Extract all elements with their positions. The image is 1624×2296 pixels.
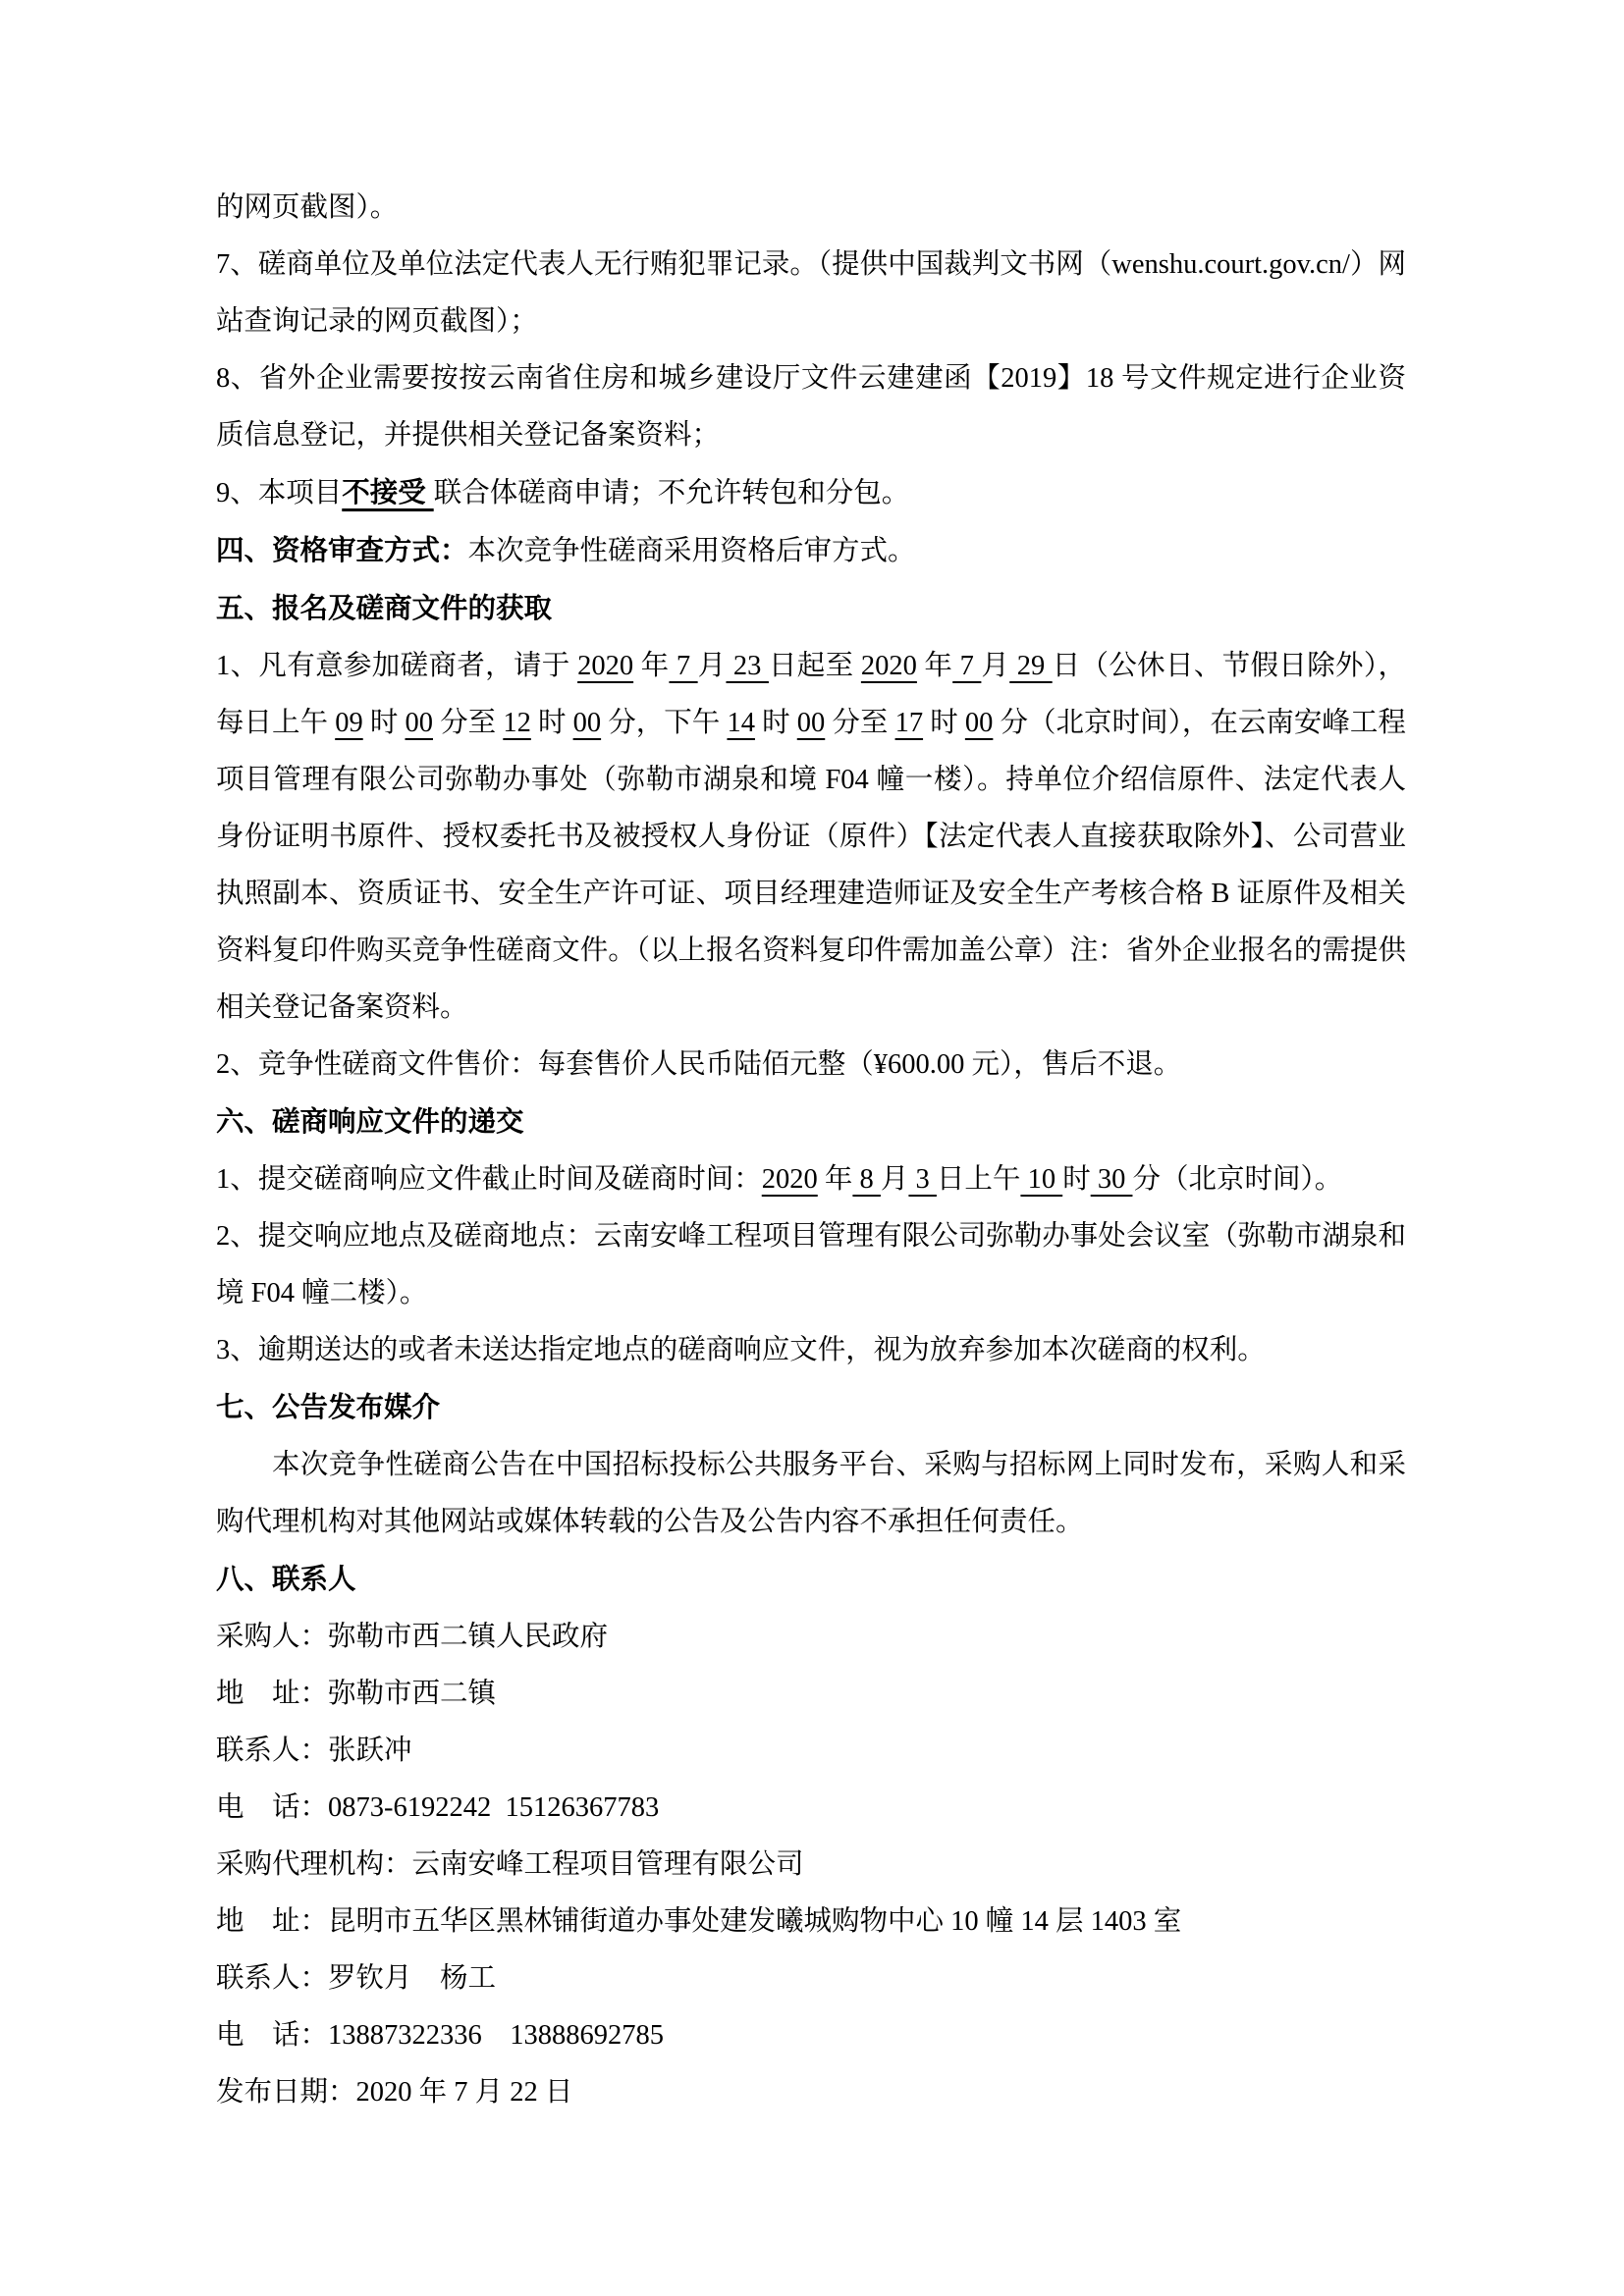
text-segment: 发布日期：2020 年 7 月 22 日 <box>216 2077 573 2108</box>
contact-agency-name <box>216 1837 1406 1894</box>
underlined-blank-value: 17 <box>894 708 924 738</box>
text-segment: 时 <box>1062 1164 1091 1195</box>
text-segment: 分至 <box>825 708 895 738</box>
text-segment: 1、提交磋商响应文件截止时间及磋商时间： <box>216 1164 762 1195</box>
document-body <box>216 180 1406 2121</box>
text-segment: 分至 <box>433 708 504 738</box>
contact-agency-phone <box>216 2007 1406 2064</box>
section-8-heading <box>216 1551 1406 1609</box>
section-6-heading <box>216 1094 1406 1151</box>
contact-purchaser-person <box>216 1723 1406 1780</box>
contact-purchaser-name <box>216 1609 1406 1666</box>
text-segment: 月 <box>697 651 727 681</box>
underlined-blank-value: 12 <box>503 708 531 738</box>
clause-8-out-of-province-registration <box>216 350 1406 464</box>
underlined-blank-value: 00 <box>572 708 602 738</box>
bold-heading-text: 五、报名及磋商文件的获取 <box>216 593 553 624</box>
text-segment: 2、提交响应地点及磋商地点：云南安峰工程项目管理有限公司弥勒办事处会议室（弥勒市湖泉和境 F04 幢二楼）。 <box>216 1221 1406 1308</box>
bold-heading-text: 七、公告发布媒介 <box>216 1392 441 1423</box>
text-segment: 分（北京时间）。 <box>1132 1164 1343 1195</box>
underlined-blank-value: 7 <box>669 651 698 681</box>
clause-7-no-bribery-record <box>216 237 1406 350</box>
text-segment: 时 <box>754 708 797 738</box>
text-segment: 日上午 <box>936 1164 1021 1195</box>
bold-heading-text: 八、联系人 <box>216 1564 356 1595</box>
text-segment: 电 话：13887322336 13888692785 <box>216 2020 665 2051</box>
text-segment: 电 话：0873-6192242 15126367783 <box>216 1792 660 1823</box>
underlined-blank-value: 30 <box>1090 1164 1133 1195</box>
text-segment: 采购人：弥勒市西二镇人民政府 <box>216 1622 609 1652</box>
underlined-blank-value: 00 <box>405 708 433 738</box>
text-segment: 联系人：罗钦月 杨工 <box>216 1963 497 1994</box>
underlined-blank-value: 10 <box>1020 1164 1063 1195</box>
bold-underlined-text: 不接受 <box>342 477 434 508</box>
text-segment: 联系人：张跃冲 <box>216 1735 412 1766</box>
underlined-blank-value: 14 <box>727 708 755 738</box>
underlined-blank-value: 2020 <box>577 651 634 681</box>
text-segment: 联合体磋商申请；不允许转包和分包。 <box>433 478 910 508</box>
section-7-body <box>216 1437 1406 1551</box>
contact-agency-person <box>216 1950 1406 2007</box>
text-segment: 地 址：昆明市五华区黑林铺街道办事处建发曦城购物中心 10 幢 14 层 1403 室 <box>216 1906 1182 1937</box>
text-segment: 8、省外企业需要按按云南省住房和城乡建设厅文件云建建函【2019】18 号文件规定进行企业资质信息登记，并提供相关登记备案资料； <box>216 363 1406 451</box>
underlined-blank-value: 29 <box>1009 651 1053 681</box>
text-segment: 采购代理机构：云南安峰工程项目管理有限公司 <box>216 1849 804 1880</box>
section-5-item-1-registration-period <box>216 638 1406 1037</box>
underlined-blank-value: 7 <box>952 651 982 681</box>
contact-purchaser-phone <box>216 1780 1406 1837</box>
section-5-heading <box>216 580 1406 638</box>
contact-agency-address <box>216 1894 1406 1950</box>
section-4-qualification-review <box>216 522 1406 580</box>
text-segment: 年 <box>633 651 670 681</box>
section-5-item-2-document-price <box>216 1037 1406 1094</box>
text-segment: 1、凡有意参加磋商者，请于 <box>216 651 578 681</box>
section-7-heading <box>216 1379 1406 1437</box>
text-segment: 的网页截图）。 <box>216 192 399 223</box>
text-segment: 分，下午 <box>601 708 728 738</box>
text-segment: 日（公休日、节假日除外），每日上午 <box>216 651 1406 738</box>
bold-heading-text: 六、磋商响应文件的递交 <box>216 1106 524 1138</box>
text-segment: 时 <box>530 708 573 738</box>
underlined-blank-value: 2020 <box>761 1164 818 1195</box>
text-segment: 时 <box>362 708 406 738</box>
text-segment: 分（北京时间），在云南安峰工程项目管理有限公司弥勒办事处（弥勒市湖泉和境 F04 幢一楼）。持单位介绍信原件、法定代表人身份证明书原件、授权委托书及被授权人身份证（原件）【法定代表人直接获取除外】、公司营业执照副本、资质证书、安全生产许可证、项目经理建造师证及安全生产考核合格 B 证原件及相关资料复印件购买竞争性磋商文件。（以上报名资料复印件需加盖公章）注：省外企业报名的需提供相关登记备案资料。 <box>216 708 1406 1023</box>
text-segment: 年 <box>916 651 953 681</box>
clause-9-no-consortium <box>216 464 1406 522</box>
underlined-blank-value: 00 <box>796 708 826 738</box>
text-segment: 本次竞争性磋商公告在中国招标投标公共服务平台、采购与招标网上同时发布，采购人和采购代理机构对其他网站或媒体转载的公告及公告内容不承担任何责任。 <box>216 1450 1406 1537</box>
underlined-blank-value: 2020 <box>860 651 917 681</box>
text-segment: 时 <box>923 708 965 738</box>
contact-purchaser-address <box>216 1666 1406 1723</box>
underlined-blank-value: 8 <box>852 1164 881 1195</box>
text-segment: 本次竞争性磋商采用资格后审方式。 <box>467 536 916 566</box>
underlined-blank-value: 09 <box>335 708 363 738</box>
paragraph-continuation <box>216 180 1406 237</box>
section-6-item-3-late-submission <box>216 1322 1406 1379</box>
text-segment: 月 <box>880 1164 909 1195</box>
text-segment: 7、磋商单位及单位法定代表人无行贿犯罪记录。（提供中国裁判文书网（wenshu.court.gov.cn/）网站查询记录的网页截图）； <box>216 249 1406 337</box>
text-segment: 3、逾期送达的或者未送达指定地点的磋商响应文件，视为放弃参加本次磋商的权利。 <box>216 1335 1266 1365</box>
text-segment: 2、竞争性磋商文件售价：每套售价人民币陆佰元整（¥600.00 元），售后不退。 <box>216 1049 1182 1080</box>
text-segment: 9、本项目 <box>216 478 343 508</box>
text-segment: 年 <box>817 1164 853 1195</box>
underlined-blank-value: 00 <box>964 708 994 738</box>
text-segment: 地 址：弥勒市西二镇 <box>216 1679 497 1709</box>
section-6-item-2-submission-place <box>216 1208 1406 1322</box>
publish-date <box>216 2064 1406 2121</box>
underlined-blank-value: 3 <box>908 1164 937 1195</box>
section-6-item-1-deadline <box>216 1151 1406 1208</box>
underlined-blank-value: 23 <box>726 651 769 681</box>
text-segment: 日起至 <box>768 651 861 681</box>
text-segment: 月 <box>981 651 1010 681</box>
bold-heading-text: 四、资格审查方式： <box>216 535 468 566</box>
